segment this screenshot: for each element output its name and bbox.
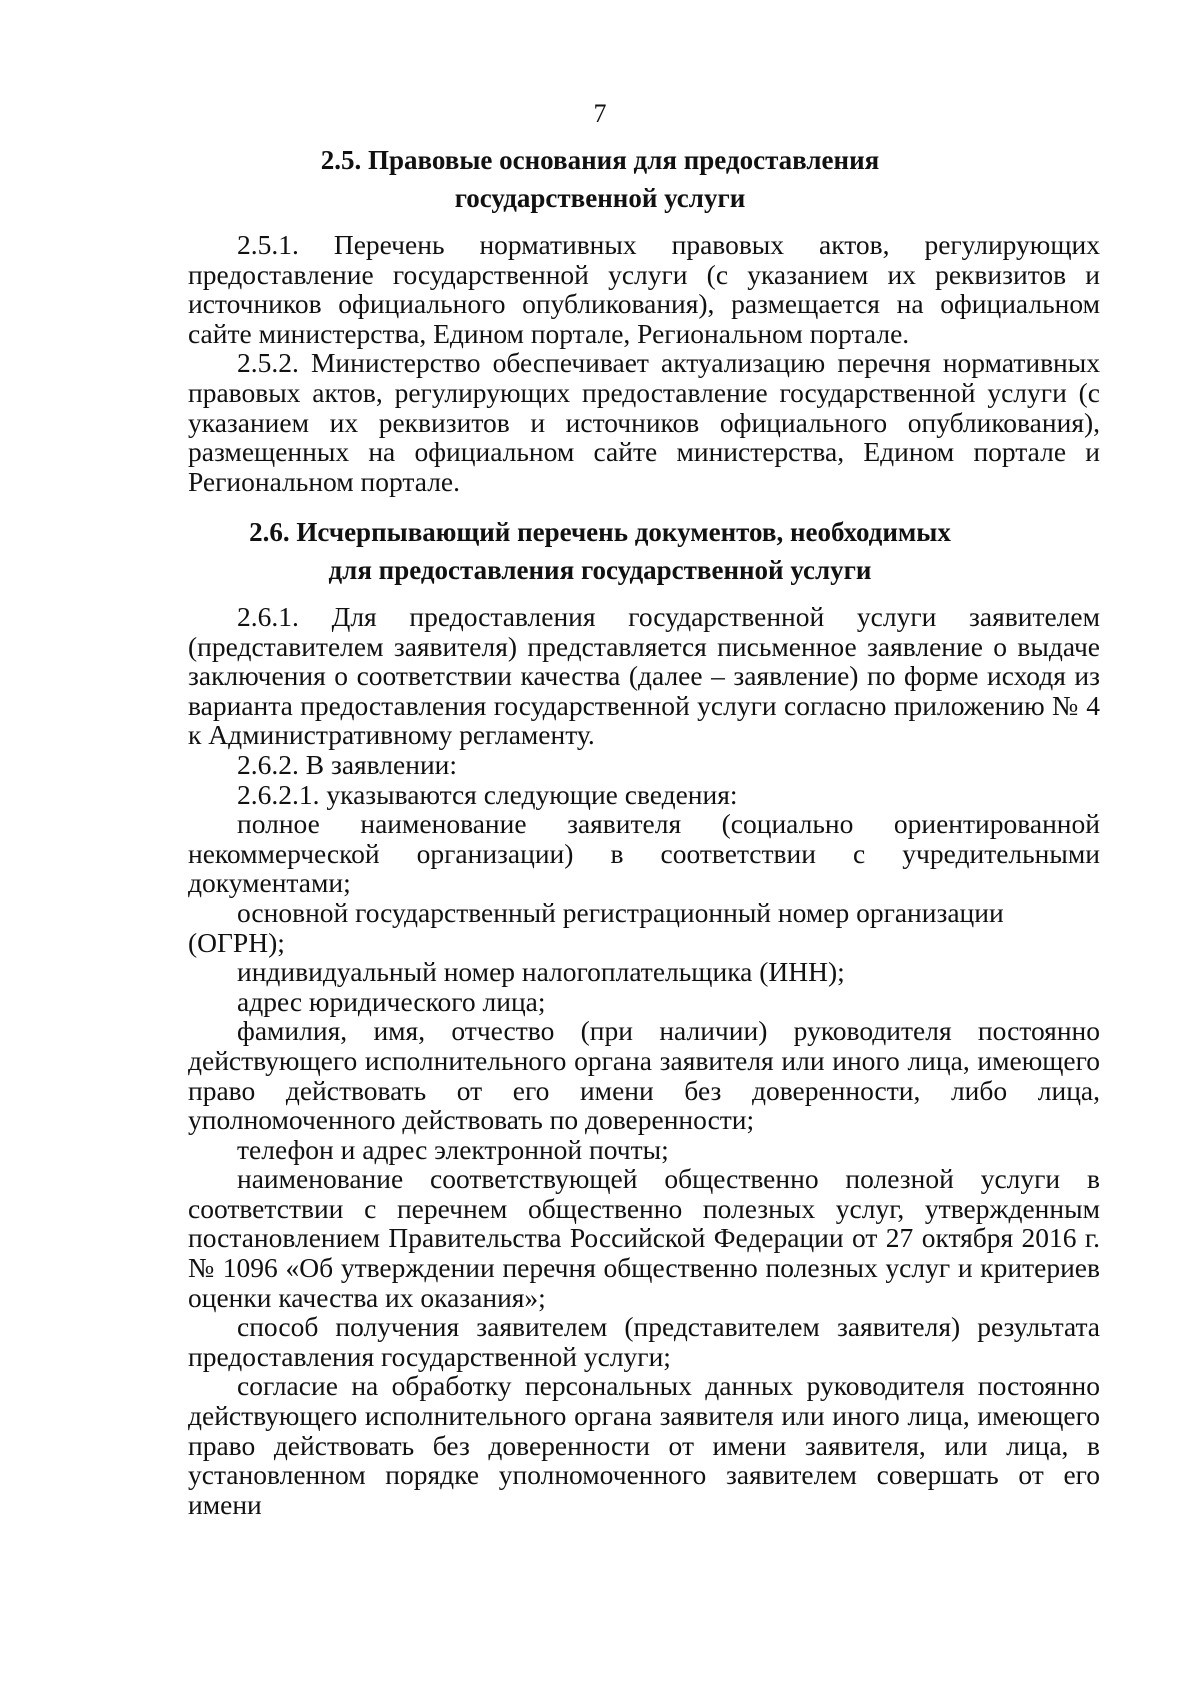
list-item-manager-name: фамилия, имя, отчество (при наличии) руководителя постоянно действующего исполнительного органа заявителя или иного лица, имеющего право действовать от его имени без доверенности, либо лица, уполномоченного действовать по доверенности;	[188, 1015, 1100, 1136]
heading-line: 2.6. Исчерпывающий перечень документов, необходимых	[249, 517, 951, 547]
heading-line: государственной услуги	[454, 183, 746, 213]
list-item-phone-email: телефон и адрес электронной почты;	[237, 1133, 669, 1165]
list-item-ogrn: основной государственный регистрационный номер организации (ОГРН);	[188, 896, 1004, 958]
section-2-5-heading	[0, 141, 1200, 217]
paragraph-2-6-2-1: 2.6.2.1. указываются следующие сведения:	[237, 778, 738, 810]
section-2-6-heading	[0, 513, 1200, 589]
list-item-legal-address: адрес юридического лица;	[237, 985, 546, 1017]
list-item-personal-data-consent: согласие на обработку персональных данных руководителя постоянно действующего исполнительного органа заявителя или иного лица, имеющего право действовать без доверенности от имени заявителя, или лица, в установленном порядке уполномоченного заявителем совершать от его имени	[188, 1370, 1100, 1520]
paragraph-2-6-1: 2.6.1. Для предоставления государственной услуги заявителем (представителем заявителя) представляется письменное заявление о выдаче заключения о соответствии качества (далее – заявление) по форме исходя из варианта предоставления государственной услуги согласно приложению № 4 к Административному регламенту.	[188, 601, 1100, 751]
list-item-delivery-method: способ получения заявителем (представителем заявителя) результата предоставления государственной услуги;	[188, 1311, 1100, 1372]
list-item-full-name: полное наименование заявителя (социально ориентированной некоммерческой организации) в соответствии с учредительными документами;	[188, 808, 1100, 899]
list-item-service-name: наименование соответствующей общественно полезной услуги в соответствии с перечнем общественно полезных услуг, утвержденным постановлением Правительства Российской Федерации от 27 октября 2016 г. № 1096 «Об утверждении перечня общественно полезных услуг и критериев оценки качества их оказания»;	[188, 1163, 1100, 1313]
paragraph-2-5-2: 2.5.2. Министерство обеспечивает актуализацию перечня нормативных правовых актов, регулирующих предоставление государственной услуги (с указанием их реквизитов и источников официального опубликования), размещенных на официальном сайте министерства, Едином портале и Региональном портале.	[188, 347, 1100, 497]
page-number: 7	[593, 99, 607, 128]
list-item-inn: индивидуальный номер налогоплательщика (ИНН);	[237, 956, 845, 988]
paragraph-2-6-2: 2.6.2. В заявлении:	[237, 748, 458, 780]
heading-line: 2.5. Правовые основания для предоставления	[320, 145, 880, 175]
section-2-6-body	[188, 602, 1100, 1519]
section-2-5-body	[188, 230, 1100, 496]
heading-line: для предоставления государственной услуги	[328, 555, 872, 585]
paragraph-2-5-1: 2.5.1. Перечень нормативных правовых актов, регулирующих предоставление государственной услуги (с указанием их реквизитов и источников официального опубликования), размещается на официальном сайте министерства, Едином портале, Региональном портале.	[188, 229, 1100, 349]
